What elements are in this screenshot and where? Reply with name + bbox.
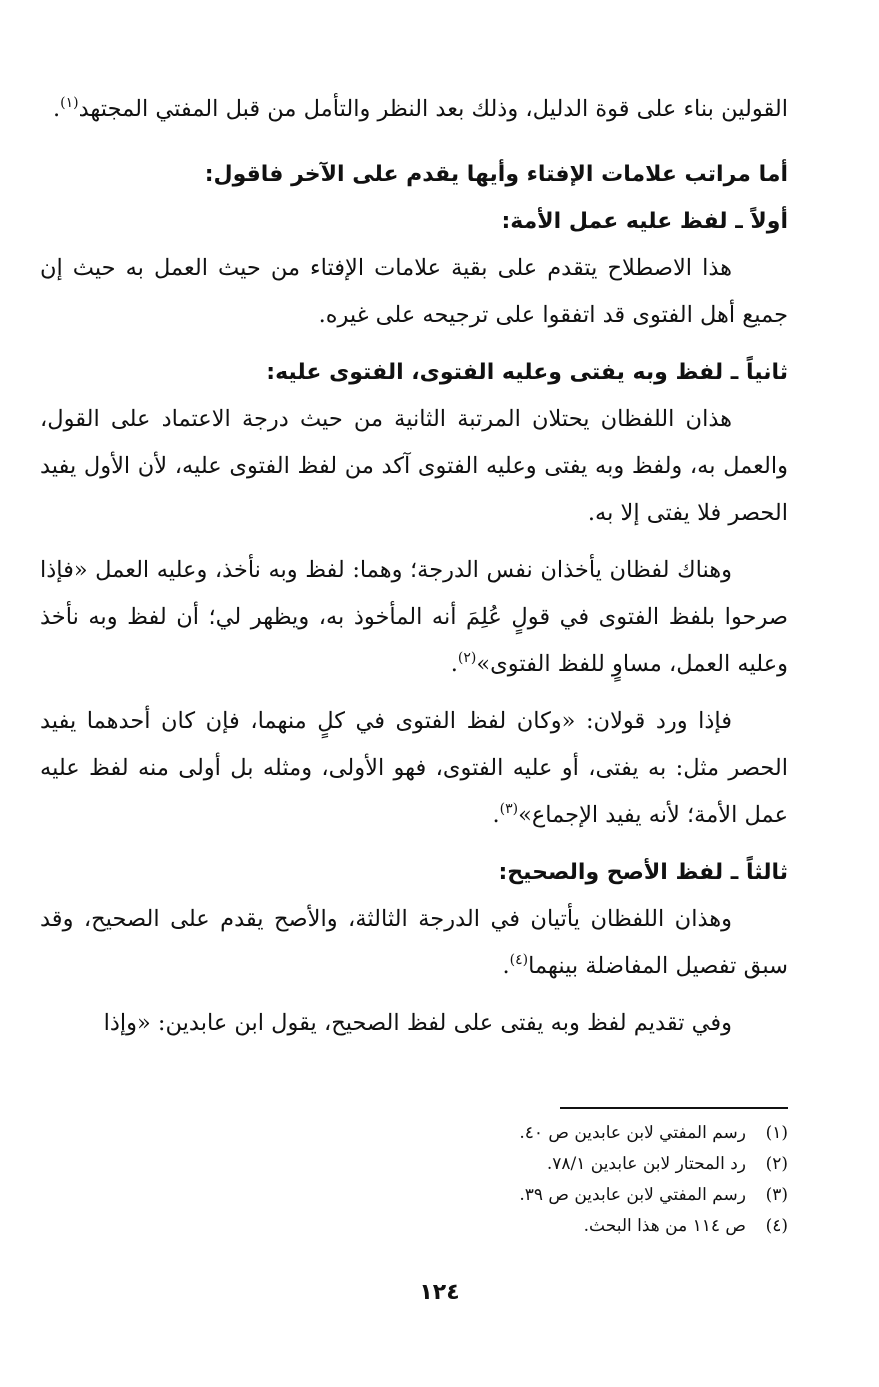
paragraph-5-text: فإذا ورد قولان: «وكان لفظ الفتوى في كلٍ منهما، فإن كان أحدهما يفيد الحصر مثل: به يفتى، أو عليه الفتوى، فهو الأولى، ومثله بل أولى منه لفظ عليه عمل الأمة؛ لأنه يفيد الإجماع» — [40, 708, 788, 828]
page-body — [40, 86, 788, 1047]
footnote-number: (٣) — [765, 1185, 788, 1205]
paragraph-6 — [40, 896, 788, 990]
footnote-number: (١) — [765, 1123, 788, 1143]
footnote-text: رد المحتار لابن عابدين ٧٨/١. — [546, 1154, 746, 1174]
paragraph-6-tail: . — [502, 953, 510, 979]
paragraph-3: هذان اللفظان يحتلان المرتبة الثانية من حيث درجة الاعتماد على القول، والعمل به، ولفظ وبه يفتى وعليه الفتوى آكد من لفظ الفتوى عليه، لأن الأول يفيد الحصر فلا يفتى إلا به. — [40, 406, 788, 526]
section-heading-first: أولاً ـ لفظ عليه عمل الأمة: — [501, 209, 788, 234]
section-heading-second: ثانياً ـ لفظ وبه يفتى وعليه الفتوى، الفتوى عليه: — [266, 360, 788, 385]
footnote-ref-1[interactable]: (١) — [60, 95, 79, 111]
section-heading-third: ثالثاً ـ لفظ الأصح والصحيح: — [498, 860, 788, 885]
footnote-text: رسم المفتي لابن عابدين ص ٣٩. — [519, 1185, 746, 1205]
paragraph-7: وفي تقديم لفظ وبه يفتى على لفظ الصحيح، يقول ابن عابدين: «وإذا — [103, 1010, 732, 1036]
footnote-number: (٢) — [765, 1154, 788, 1174]
paragraph-1: القولين بناء على قوة الدليل، وذلك بعد النظر والتأمل من قبل المفتي المجتهد$^{(١)}$. — [52, 95, 788, 122]
footnote-ref-3[interactable]: (٣) — [499, 801, 519, 817]
page-number: ١٢٤ — [419, 1280, 460, 1305]
footnote-2 — [40, 1149, 788, 1180]
main-heading: أما مراتب علامات الإفتاء وأيها يقدم على الآخر فاقول: — [204, 162, 788, 187]
footnote-divider — [560, 1107, 788, 1109]
footnote-1 — [40, 1118, 788, 1149]
paragraph-2: هذا الاصطلاح يتقدم على بقية علامات الإفتاء من حيث العمل به حيث إن جميع أهل الفتوى قد اتفقوا على ترجيحه على غيره. — [40, 255, 788, 328]
footnote-ref-4[interactable]: (٤) — [509, 952, 529, 968]
paragraph-4 — [40, 547, 788, 688]
footnote-3 — [40, 1180, 788, 1211]
paragraph-6-text: وهذان اللفظان يأتيان في الدرجة الثالثة، والأصح يقدم على الصحيح، وقد سبق تفصيل المفاضلة بينهما — [40, 906, 788, 979]
footnote-number: (٤) — [765, 1216, 788, 1236]
paragraph-5 — [40, 698, 788, 839]
paragraph-5-tail: . — [492, 802, 500, 828]
paragraph-1-text: القولين بناء على قوة الدليل، وذلك بعد النظر والتأمل من قبل المفتي المجتهد — [78, 96, 788, 122]
footnote-text: رسم المفتي لابن عابدين ص ٤٠. — [519, 1123, 746, 1143]
footnotes — [40, 1118, 788, 1242]
footnote-text: ص ١١٤ من هذا البحث. — [583, 1216, 746, 1236]
paragraph-4-text: وهناك لفظان يأخذان نفس الدرجة؛ وهما: لفظ وبه نأخذ، وعليه العمل «فإذا صرحوا بلفظ الفتوى في قولٍ عُلِمَ أنه المأخوذ به، ويظهر لي؛ أن لفظ وبه نأخذ وعليه العمل، مساوٍ للفظ الفتوى» — [40, 557, 788, 677]
footnote-ref-2[interactable]: (٢) — [457, 650, 477, 666]
paragraph-4-tail: . — [450, 651, 458, 677]
footnote-4 — [40, 1211, 788, 1242]
